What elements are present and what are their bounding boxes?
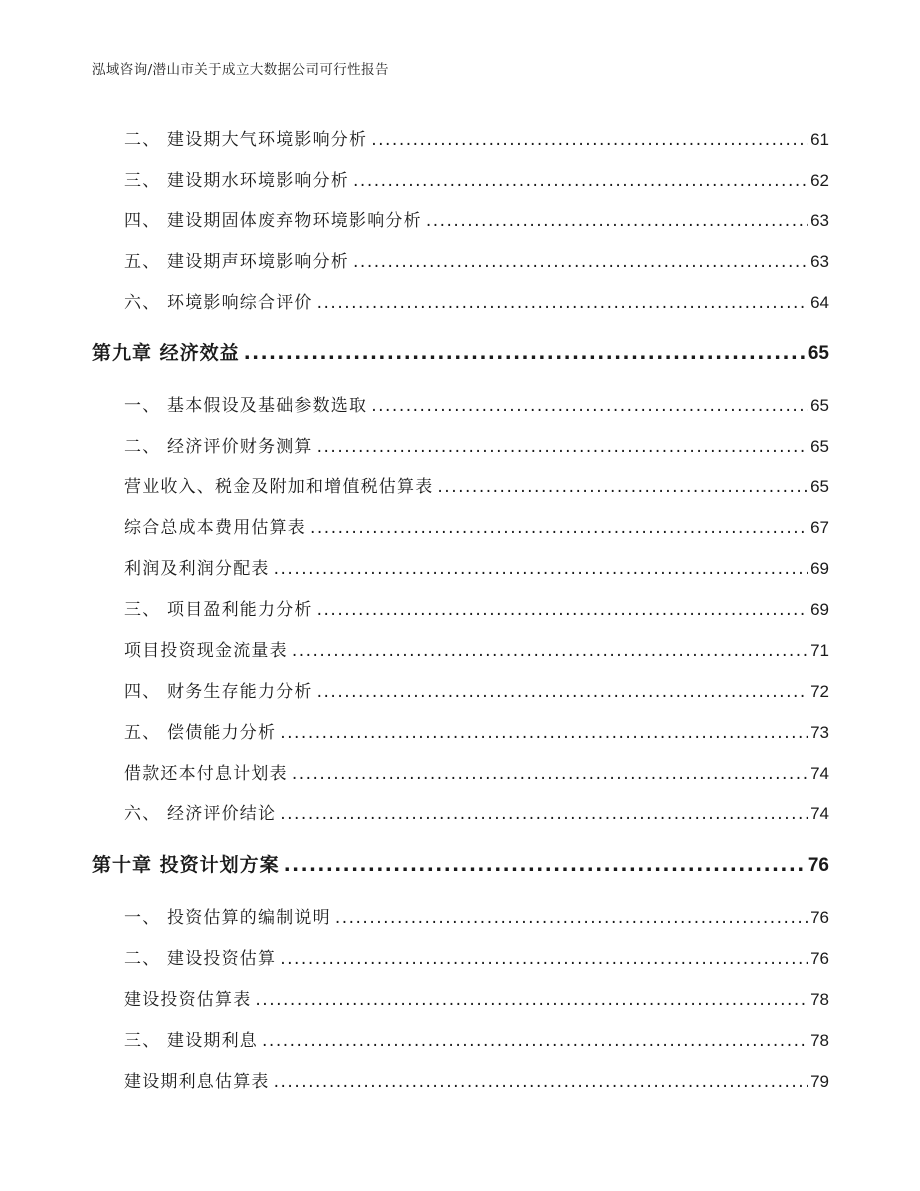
toc-entry[interactable]: [124, 1067, 829, 1092]
toc-dot-leader: [292, 764, 808, 784]
toc-entry-title: 建设期利息估算表: [124, 1072, 270, 1092]
toc-entry-title: 综合总成本费用估算表: [124, 518, 306, 538]
toc-entry[interactable]: [124, 206, 829, 231]
toc-entry[interactable]: [124, 636, 829, 661]
toc-chapter-entry[interactable]: [92, 338, 829, 365]
toc-entry-page: 62: [810, 171, 829, 190]
toc-dot-leader: [310, 518, 808, 538]
toc-entry-title: 利润及利润分配表: [124, 559, 270, 579]
page-header: 泓域咨询/潜山市关于成立大数据公司可行性报告: [92, 62, 389, 78]
toc-dot-leader: [280, 949, 808, 969]
toc-entry-page: 69: [810, 559, 829, 578]
toc-dot-leader: [353, 171, 808, 191]
toc-entry[interactable]: [124, 903, 829, 928]
toc-dot-leader: [280, 804, 808, 824]
toc-entry-page: 72: [810, 682, 829, 701]
toc-entry[interactable]: [124, 432, 829, 457]
toc-chapter-title: 第九章 经济效益: [92, 342, 240, 364]
toc-entry-page: 64: [810, 293, 829, 312]
toc-entry-title: 四、 建设期固体废弃物环境影响分析: [124, 211, 422, 231]
toc-entry-title: 项目投资现金流量表: [124, 641, 288, 661]
toc-dot-leader: [292, 641, 808, 661]
toc-chapter-title: 第十章 投资计划方案: [92, 854, 280, 876]
toc-entry[interactable]: [124, 125, 829, 150]
toc-entry-title: 二、 建设投资估算: [124, 949, 277, 969]
toc-entry-title: 二、 建设期大气环境影响分析: [124, 130, 368, 150]
toc-entry[interactable]: [124, 677, 829, 702]
toc-dot-leader: [371, 130, 808, 150]
toc-entry[interactable]: [124, 166, 829, 191]
toc-dot-leader: [262, 1031, 808, 1051]
toc-dot-leader: [317, 600, 808, 620]
toc-entry-page: 76: [810, 949, 829, 968]
toc-entry-page: 74: [810, 764, 829, 783]
toc-entry-page: 65: [810, 477, 829, 496]
toc-entry-page: 71: [810, 641, 829, 660]
toc-dot-leader: [317, 293, 808, 313]
toc-dot-leader: [244, 342, 806, 364]
toc-entry[interactable]: [124, 718, 829, 743]
toc-chapter-page: 65: [807, 343, 829, 364]
toc-entry-title: 借款还本付息计划表: [124, 764, 288, 784]
toc-entry-title: 三、 项目盈利能力分析: [124, 600, 313, 620]
toc-dot-leader: [371, 396, 808, 416]
toc-entry-page: 65: [810, 437, 829, 456]
toc-entry-page: 79: [810, 1072, 829, 1091]
toc-entry-page: 65: [810, 396, 829, 415]
toc-chapter-entry[interactable]: [92, 850, 829, 877]
toc-entry-title: 六、 经济评价结论: [124, 804, 277, 824]
toc-entry[interactable]: [124, 288, 829, 313]
toc-entry-title: 三、 建设期利息: [124, 1031, 259, 1051]
toc-entry-title: 一、 投资估算的编制说明: [124, 908, 331, 928]
toc-entry-page: 63: [810, 252, 829, 271]
toc-entry-page: 78: [810, 1031, 829, 1050]
toc-entry-page: 67: [810, 518, 829, 537]
toc-entry-title: 建设投资估算表: [124, 990, 252, 1010]
toc-entry-page: 78: [810, 990, 829, 1009]
toc-entry-page: 61: [810, 130, 829, 149]
toc-entry-page: 74: [810, 804, 829, 823]
toc-entry-page: 76: [810, 908, 829, 927]
toc-entry-title: 营业收入、税金及附加和增值税估算表: [124, 477, 434, 497]
toc-entry-title: 一、 基本假设及基础参数选取: [124, 396, 368, 416]
toc-dot-leader: [284, 854, 806, 876]
toc-entry-title: 四、 财务生存能力分析: [124, 682, 313, 702]
toc-entry-title: 二、 经济评价财务测算: [124, 437, 313, 457]
toc-dot-leader: [317, 682, 808, 702]
toc-entry[interactable]: [124, 799, 829, 824]
toc-entry[interactable]: [124, 944, 829, 969]
toc-dot-leader: [353, 252, 808, 272]
toc-entry[interactable]: [124, 513, 829, 538]
toc-dot-leader: [274, 1072, 808, 1092]
toc-entry-page: 69: [810, 600, 829, 619]
toc-entry[interactable]: [124, 247, 829, 272]
toc-entry[interactable]: [124, 595, 829, 620]
toc-dot-leader: [426, 211, 808, 231]
toc-entry-title: 三、 建设期水环境影响分析: [124, 171, 350, 191]
toc-entry-title: 五、 偿债能力分析: [124, 723, 277, 743]
toc-entry-page: 73: [810, 723, 829, 742]
toc-entry[interactable]: [124, 985, 829, 1010]
toc-dot-leader: [317, 437, 808, 457]
toc-entry-title: 五、 建设期声环境影响分析: [124, 252, 350, 272]
toc-entry-page: 63: [810, 211, 829, 230]
toc-dot-leader: [255, 990, 808, 1010]
toc-dot-leader: [437, 477, 808, 497]
toc-entry-title: 六、 环境影响综合评价: [124, 293, 313, 313]
toc-entry[interactable]: [124, 759, 829, 784]
toc-entry[interactable]: [124, 472, 829, 497]
toc-entry[interactable]: [124, 1026, 829, 1051]
toc-dot-leader: [335, 908, 808, 928]
toc-chapter-page: 76: [807, 855, 829, 876]
toc-dot-leader: [280, 723, 808, 743]
toc-entry[interactable]: [124, 554, 829, 579]
toc-entry[interactable]: [124, 391, 829, 416]
toc-dot-leader: [274, 559, 808, 579]
